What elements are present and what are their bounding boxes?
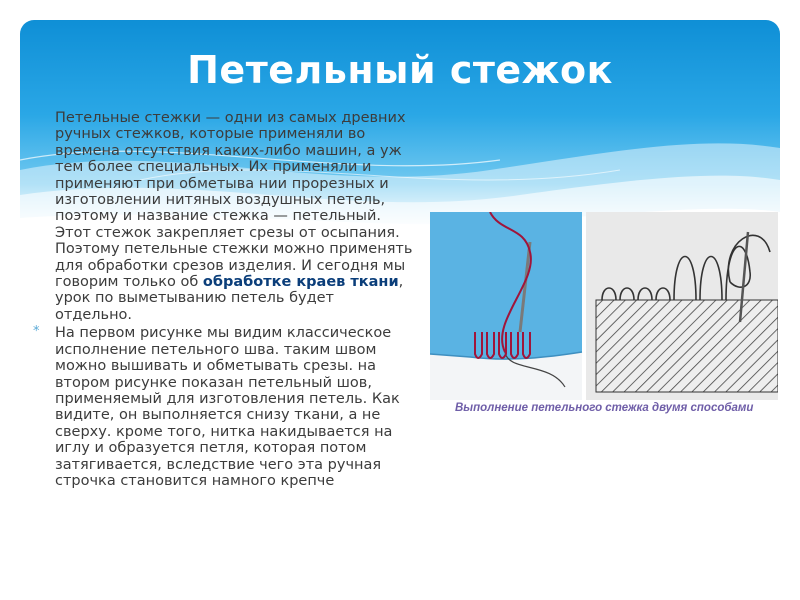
figure-caption: Выполнение петельного стежка двумя способами bbox=[455, 402, 754, 414]
paragraph-1-tail: , урок по выметыванию петель будет отдельно. bbox=[55, 274, 404, 323]
loop-drawing bbox=[586, 212, 778, 400]
bullet-icon: * bbox=[33, 324, 40, 340]
body-text bbox=[33, 110, 415, 489]
stitch-figure bbox=[430, 212, 778, 400]
link-edge-processing[interactable]: обработке краев ткани bbox=[202, 274, 399, 291]
paragraph-2 bbox=[33, 324, 415, 489]
paragraph-1 bbox=[55, 110, 415, 323]
paragraph-2-text: На первом рисунке мы видим классическое исполнение петельного шва. таким швом можно вышивать и обметывать срезы. на втором рисунке показан петельный шов, применяемый для изготовления петель. Как видите, он выполняется снизу ткани, а не сверху. кроме того, нитка накидывается на иглу и образуется петля, которая потом затягивается, вследствие чего эта ручная строчка становится намного крепче bbox=[55, 325, 400, 489]
fabric-photo bbox=[430, 212, 582, 400]
slide-title: Петельный стежок bbox=[187, 48, 613, 92]
paragraph-1-text: Петельные стежки — одни из самых древних ручных стежков, которые применяли во времена отсутствия каких-либо машин, а уж тем более специальных. Их применяли и применяют при обметыва нии прорезных и изготовлении нитяных воздушных петель, поэтому и название стежка — петельный. Этот стежок закрепляет срезы от осыпания. Поэтому петельные стежки можно применять для обработки срезов изделия. И сегодня мы говорим только об bbox=[55, 110, 413, 291]
